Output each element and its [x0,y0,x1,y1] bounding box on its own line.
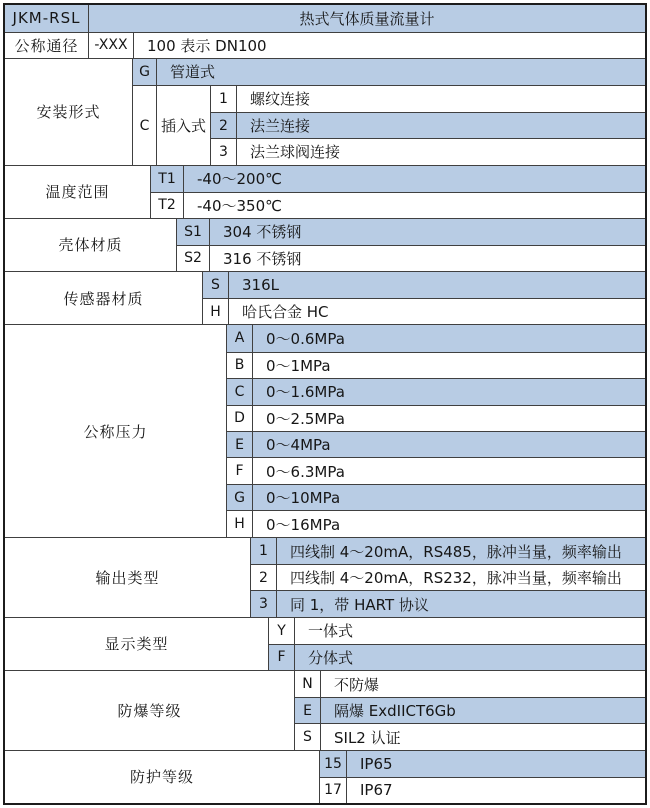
section-install-type [5,58,645,164]
section-label: 安装形式 [5,59,133,164]
value-cell: 0～16MPa [266,515,341,534]
code-cell: 2 [251,565,277,590]
option-row [251,590,645,616]
option-row [227,352,645,378]
section-nominal-diameter [5,32,645,59]
code-cell: S [203,272,229,298]
option-row [227,431,645,457]
code-cell: H [203,299,229,324]
model-selection-table [3,3,647,805]
section-label: 壳体材质 [5,219,177,271]
code-cell: D [227,406,253,431]
value-cell: SIL2 认证 [334,728,401,747]
value-cell: 法兰连接 [250,117,311,136]
value-cell: 螺纹连接 [250,90,311,109]
code-cell: T2 [151,193,184,218]
section-label: 显示类型 [5,618,269,670]
section-label: 防护等级 [5,751,320,803]
value-cell: 0～10MPa [266,489,341,508]
value-cell: 分体式 [308,648,354,667]
value-cell: 哈氏合金 HC [242,303,329,322]
code-cell: S2 [177,246,210,271]
value-cell: 隔爆 ExdIICT6Gb [334,702,456,721]
section-explosion-proof-grade [5,670,645,750]
value-cell: 0～6.3MPa [266,462,345,481]
value-cell: 四线制 4～20mA，RS485，脉冲当量，频率输出 [290,542,622,561]
option-row [295,671,645,697]
model-code: JKM-RSL [5,5,89,32]
section-label: 温度范围 [5,166,151,218]
option-row [151,166,645,192]
option-row [151,192,645,218]
value-cell: 316 不锈钢 [223,249,302,268]
option-row [133,59,645,85]
option-row [227,378,645,404]
value-cell: -40～200℃ [197,170,282,189]
code-cell: 3 [211,139,237,164]
code-cell: C [227,379,253,404]
code-cell: A [227,325,253,351]
code-cell: C [133,86,157,166]
value-cell: 法兰球阀连接 [250,143,341,162]
option-row [320,777,645,803]
section-nominal-pressure [5,324,645,537]
value-cell: IP67 [360,781,393,800]
option-row [295,723,645,749]
code-cell: 2 [211,113,237,138]
value-cell: 0～1MPa [266,356,331,375]
value-cell: 四线制 4～20mA，RS232，脉冲当量，频率输出 [290,569,622,588]
value-cell: 304 不锈钢 [223,223,302,242]
value-cell: 0～0.6MPa [266,329,345,348]
option-row [227,510,645,536]
value-cell: 0～2.5MPa [266,409,345,428]
code-cell: 3 [251,591,277,616]
insert-type-block [133,85,645,165]
section-header [5,5,645,32]
section-sensor-material [5,271,645,324]
code-cell: B [227,353,253,378]
section-label: 公称压力 [5,325,227,537]
option-row [177,219,645,245]
code-cell: F [227,458,253,483]
section-label: 传感器材质 [5,272,203,324]
section-temperature-range [5,165,645,218]
section-label: 输出类型 [5,538,251,617]
option-row [320,751,645,777]
insert-type-label: 插入式 [157,86,211,166]
code-cell: E [227,432,253,457]
option-row [295,697,645,723]
value-cell: 0～4MPa [266,436,331,455]
option-row [269,618,645,644]
option-row [203,298,645,324]
section-label: 公称通径 [5,33,89,59]
code-cell: S1 [177,219,210,245]
option-row [227,405,645,431]
product-title: 热式气体质量流量计 [299,9,435,28]
value-cell: 316L [242,275,279,294]
code-cell: Y [269,618,295,644]
code-cell: E [295,698,321,723]
section-display-type [5,617,645,670]
option-row [227,325,645,351]
option-row [203,272,645,298]
code-cell: G [227,485,253,510]
option-row [269,644,645,670]
value-cell: 100 表示 DN100 [147,36,267,55]
option-row [227,484,645,510]
code-cell: S [295,724,321,749]
code-cell: N [295,671,321,697]
option-row [211,138,645,164]
option-row [227,457,645,483]
option-row [177,245,645,271]
value-cell: 0～1.6MPa [266,383,345,402]
section-label: 防爆等级 [5,671,295,750]
value-cell: -40～350℃ [197,196,282,215]
value-cell: 同 1，带 HART 协议 [290,595,429,614]
value-cell: 管道式 [170,63,216,82]
value-cell: IP65 [360,754,393,773]
code-cell: -XXX [89,33,134,59]
section-output-type [5,537,645,617]
code-cell: H [227,511,253,536]
code-cell: 1 [251,538,277,564]
code-cell: 1 [211,86,237,112]
code-cell: 15 [320,751,347,777]
value-cell: 不防爆 [334,675,380,694]
code-cell: T1 [151,166,184,192]
option-row [211,112,645,138]
code-cell: G [133,59,157,85]
option-row [251,538,645,564]
section-protection-grade [5,750,645,803]
code-cell: F [269,645,295,670]
section-housing-material [5,218,645,271]
code-cell: 17 [320,778,347,803]
option-row [251,564,645,590]
option-row [211,86,645,112]
value-cell: 一体式 [308,622,354,641]
